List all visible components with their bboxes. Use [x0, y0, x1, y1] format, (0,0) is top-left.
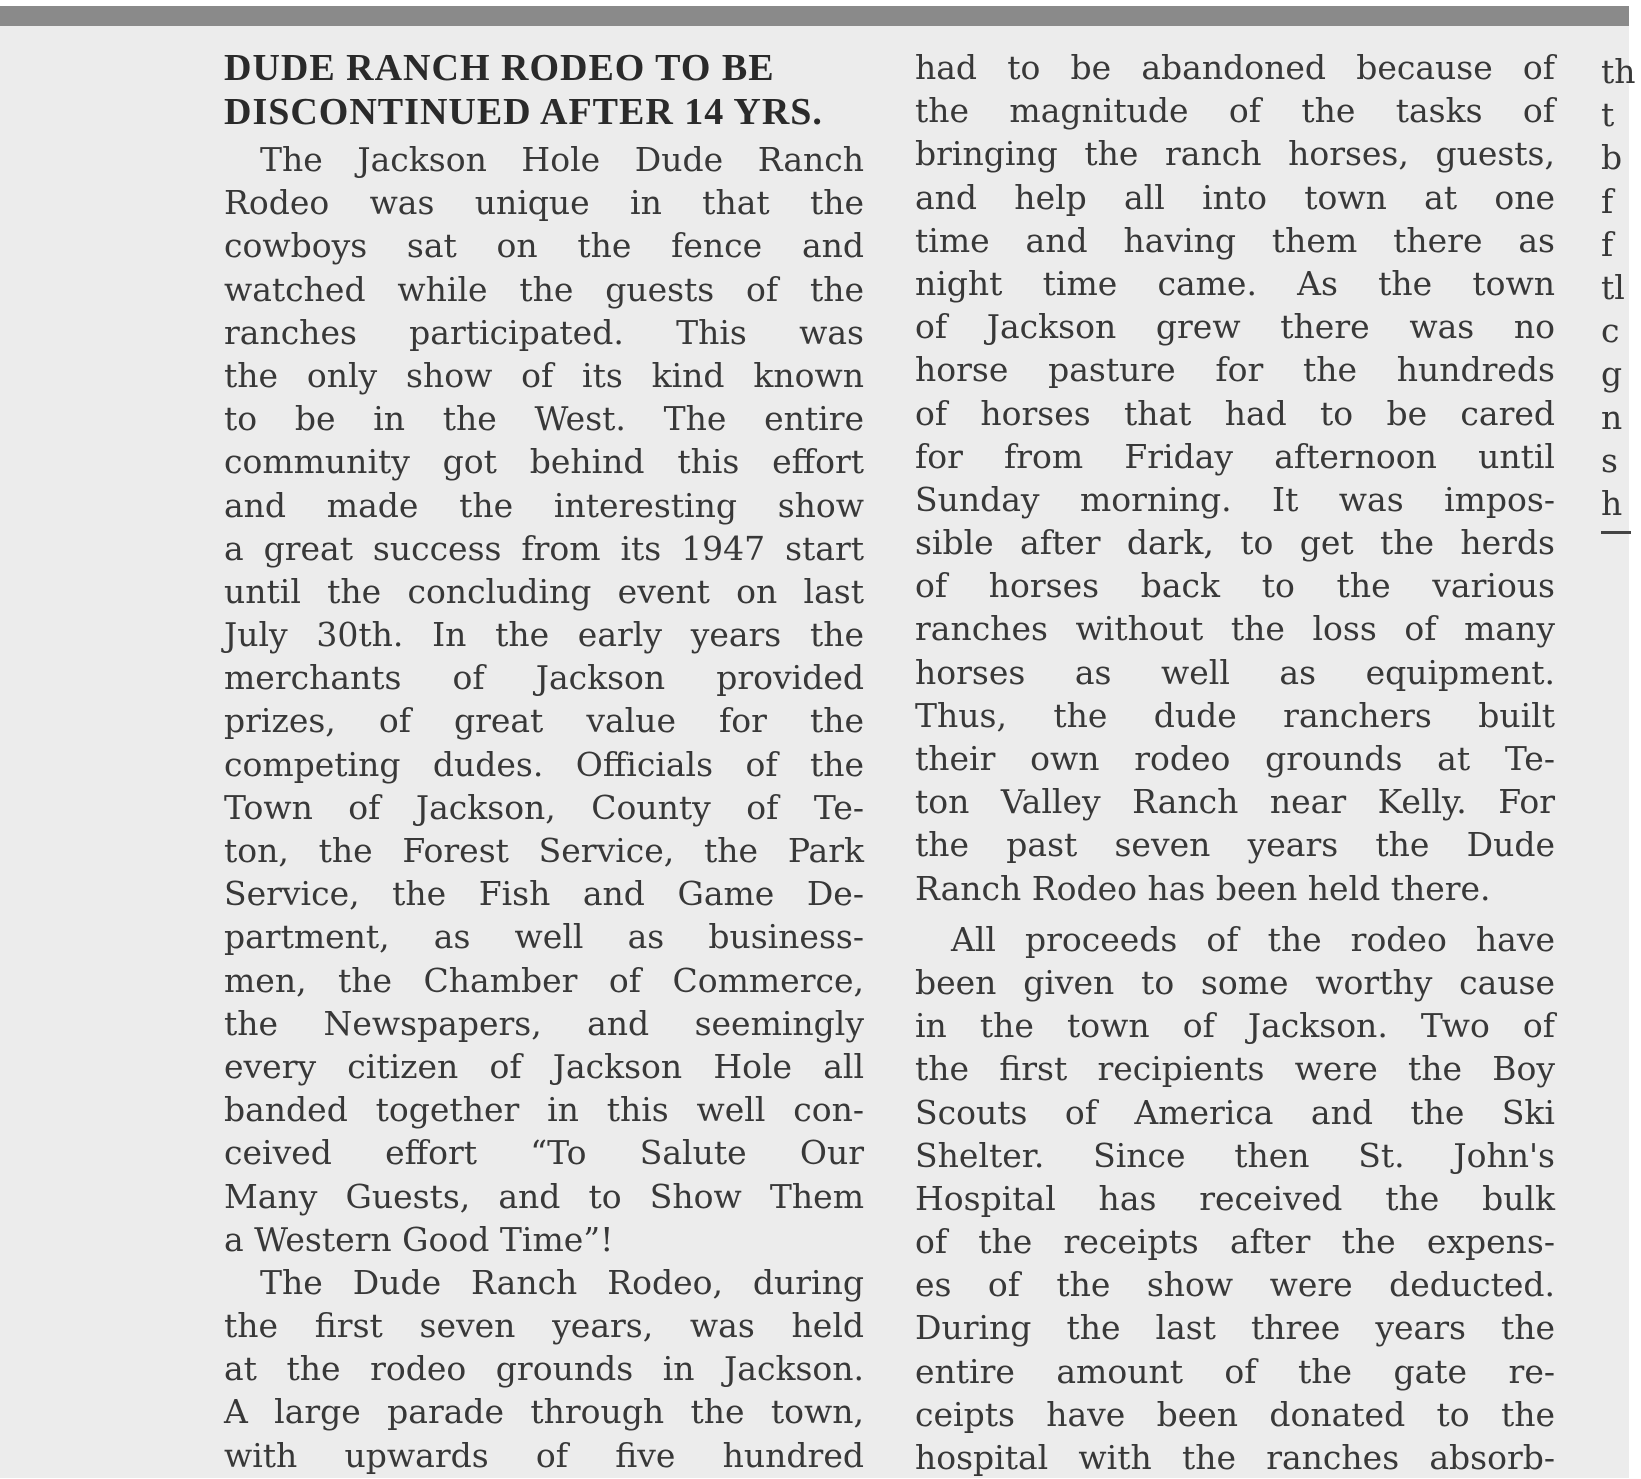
text-line: horse pasture for the hundreds: [915, 350, 1555, 390]
text-line: Shelter. Since then St. John's: [915, 1135, 1555, 1175]
text-line: Rodeo was unique in that the: [224, 183, 864, 223]
text-line: the Newspapers, and seemingly: [224, 1003, 864, 1043]
middle-column: [915, 46, 1555, 1479]
text-line: banded together in this well con-: [224, 1090, 864, 1130]
fragment-text: f: [1601, 224, 1614, 264]
text-line: Town of Jackson, County of Te-: [224, 787, 864, 827]
text-line: cowboys sat on the fence and: [224, 226, 864, 266]
text-line: Sunday morning. It was impos-: [915, 479, 1555, 519]
text-line: until the concluding event on last: [224, 571, 864, 611]
text-line: the past seven years the Dude: [915, 825, 1555, 865]
text-line: horses as well as equipment.: [915, 652, 1555, 692]
text-line: of Jackson grew there was no: [915, 307, 1555, 347]
text-line: for from Friday afternoon until: [915, 436, 1555, 476]
text-line: Scouts of America and the Ski: [915, 1092, 1555, 1132]
text-line: ton, the Forest Service, the Park: [224, 831, 864, 870]
text-line: with upwards of five hundred: [224, 1435, 864, 1475]
text-line: During the last three years the: [915, 1308, 1555, 1348]
left-column: [224, 46, 864, 1477]
text-line: been given to some worthy cause: [915, 962, 1555, 1002]
article-headline: [224, 46, 864, 134]
fragment-text: c: [1601, 311, 1620, 351]
headline-line: DUDE RANCH RODEO TO BE: [224, 47, 775, 89]
text-line: men, the Chamber of Commerce,: [224, 960, 864, 1000]
text-line: community got behind this effort: [224, 442, 864, 482]
text-line: their own rodeo grounds at Te-: [915, 739, 1555, 778]
text-line: The Jackson Hole Dude Ranch: [260, 140, 864, 179]
fragment-text: th: [1601, 52, 1636, 91]
text-line: es of the show were deducted.: [915, 1265, 1555, 1305]
text-line: Hospital has received the bulk: [915, 1178, 1555, 1218]
text-line: in the town of Jackson. Two of: [915, 1006, 1555, 1046]
text-line: the only show of its kind known: [224, 355, 864, 395]
newspaper-page: [0, 26, 1636, 1478]
text-line: ton Valley Ranch near Kelly. For: [915, 782, 1555, 822]
text-line: the magnitude of the tasks of: [915, 91, 1555, 131]
text-line: competing dudes. Officials of the: [224, 744, 864, 784]
text-line: ranches without the loss of many: [915, 609, 1555, 649]
text-line: every citizen of Jackson Hole all: [224, 1046, 864, 1086]
fragment-text: n: [1601, 397, 1623, 437]
fragment-text: t: [1601, 95, 1615, 135]
fragment-text: tl: [1601, 267, 1625, 307]
text-line: a Western Good Time”!: [224, 1219, 614, 1259]
text-line: prizes, of great value for the: [224, 701, 864, 741]
text-line: at the rodeo grounds in Jackson.: [224, 1349, 864, 1389]
text-line: entire amount of the gate re-: [915, 1351, 1555, 1391]
text-line: had to be abandoned because of: [915, 48, 1555, 87]
text-line: A large parade through the town,: [224, 1392, 864, 1432]
text-line: and help all into town at one: [915, 177, 1555, 217]
text-line: night time came. As the town: [915, 263, 1555, 303]
column-rule: [1601, 531, 1631, 534]
text-line: Thus, the dude ranchers built: [915, 695, 1555, 735]
text-line: hospital with the ranches absorb-: [915, 1438, 1555, 1477]
fragment-text: b: [1601, 138, 1623, 178]
top-bar: [0, 6, 1629, 26]
text-line: sible after dark, to get the herds: [915, 523, 1555, 563]
text-line: Service, the Fish and Game De-: [224, 874, 864, 914]
text-line: of horses that had to be cared: [915, 393, 1555, 433]
text-line: to be in the West. The entire: [224, 399, 864, 439]
text-line: partment, as well as business-: [224, 917, 864, 957]
text-line: a great success from its 1947 start: [224, 528, 864, 568]
text-line: time and having them there as: [915, 220, 1555, 260]
text-line: the first seven years, was held: [224, 1306, 864, 1346]
text-line: ceipts have been donated to the: [915, 1394, 1555, 1434]
fragment-text: h: [1601, 483, 1623, 523]
text-line: All proceeds of the rodeo have: [951, 919, 1555, 959]
text-line: bringing the ranch horses, guests,: [915, 134, 1555, 174]
fragment-text: g: [1601, 354, 1623, 394]
text-line: Many Guests, and to Show Them: [224, 1176, 864, 1216]
text-line: and made the interesting show: [224, 485, 864, 525]
left-column-text: [224, 138, 864, 1477]
text-line: July 30th. In the early years the: [224, 615, 864, 655]
text-line: Ranch Rodeo has been held there.: [915, 868, 1491, 908]
text-line: ceived effort “To Salute Our: [224, 1133, 864, 1173]
text-line: ranches participated. This was: [224, 312, 864, 352]
text-line: The Dude Ranch Rodeo, during: [260, 1262, 864, 1302]
text-line: the first recipients were the Boy: [915, 1049, 1555, 1089]
fragment-text: f: [1601, 181, 1614, 221]
headline-line: DISCONTINUED AFTER 14 YRS.: [224, 91, 823, 133]
fragment-text: s: [1601, 440, 1618, 480]
text-line: watched while the guests of the: [224, 269, 864, 309]
text-line: of the receipts after the expens-: [915, 1222, 1555, 1262]
text-line: of horses back to the various: [915, 566, 1555, 606]
right-column-fragment: [1601, 50, 1641, 534]
text-line: merchants of Jackson provided: [224, 658, 864, 698]
paragraph-gap: [915, 910, 1555, 918]
